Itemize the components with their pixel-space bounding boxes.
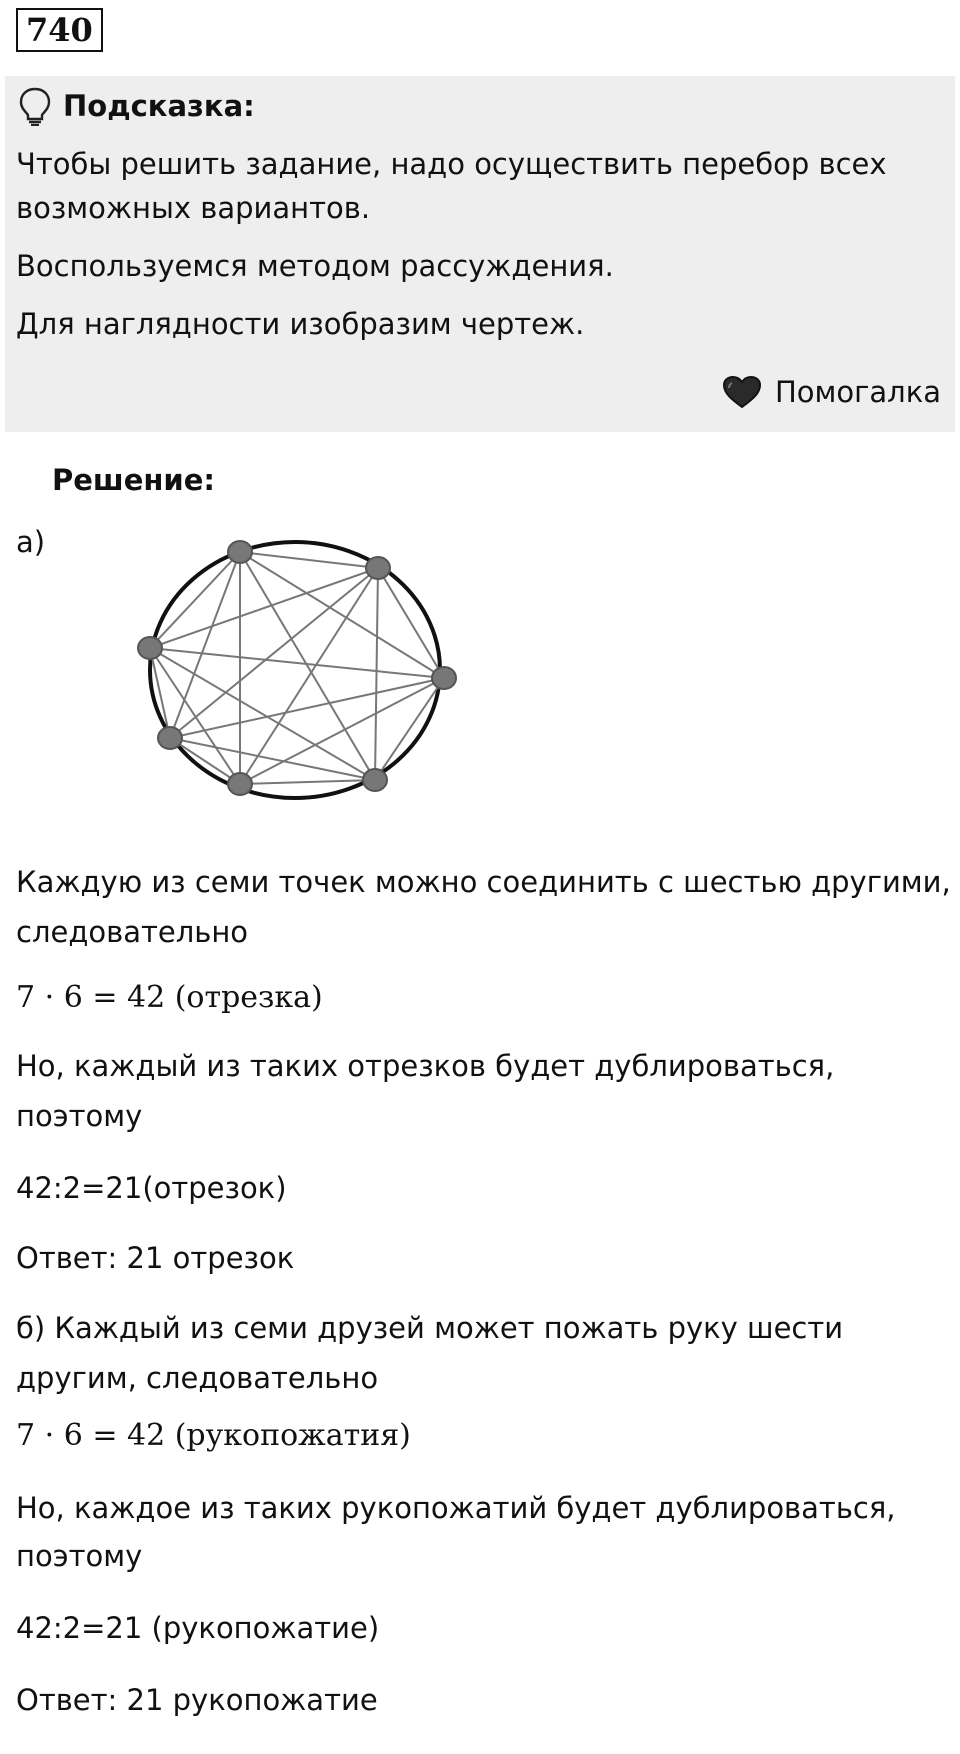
- diagram-point: [138, 637, 162, 659]
- diagram-segment: [240, 780, 375, 784]
- part-a-label: а): [16, 525, 46, 559]
- diagram-segment: [375, 568, 378, 780]
- a-line-2: следовательно: [16, 915, 249, 949]
- seven-points-diagram: [130, 530, 470, 810]
- diagram-segment: [170, 678, 444, 738]
- b-formula: 7 · 6 = 42 (рукопожатия): [16, 1418, 411, 1453]
- helper-link[interactable]: [721, 370, 941, 414]
- heart-icon: [721, 374, 763, 410]
- diagram-point: [158, 727, 182, 749]
- b-calc: 42:2=21 (рукопожатие): [16, 1611, 380, 1645]
- a-answer: Ответ: 21 отрезок: [16, 1241, 295, 1275]
- hint-line-1: Чтобы решить задание, надо осуществить перебор всех: [16, 147, 887, 181]
- diagram-point: [432, 667, 456, 689]
- lightbulb-icon: [17, 86, 53, 126]
- diagram-segment: [150, 568, 378, 648]
- diagram-circle: [150, 542, 440, 798]
- diagram-segment: [378, 568, 444, 678]
- a-line-4: поэтому: [16, 1099, 143, 1133]
- hint-line-2: возможных вариантов.: [16, 191, 371, 225]
- hint-line-3: Воспользуемся методом рассуждения.: [16, 249, 614, 283]
- a-line-1: Каждую из семи точек можно соединить с шестью другими,: [16, 865, 951, 899]
- diagram-segment: [150, 552, 240, 648]
- diagram-point: [366, 557, 390, 579]
- hint-line-4: Для наглядности изобразим чертеж.: [16, 307, 585, 341]
- b-answer: Ответ: 21 рукопожатие: [16, 1683, 378, 1717]
- b-line-4: поэтому: [16, 1539, 143, 1573]
- diagram-point: [228, 773, 252, 795]
- task-number: 740: [16, 8, 103, 52]
- b-line-2: другим, следовательно: [16, 1361, 379, 1395]
- b-line-1: б) Каждый из семи друзей может пожать руку шести: [16, 1311, 844, 1345]
- b-line-3: Но, каждое из таких рукопожатий будет дублироваться,: [16, 1491, 896, 1525]
- helper-label: Помогалка: [775, 375, 941, 409]
- diagram-point: [228, 541, 252, 563]
- a-line-3: Но, каждый из таких отрезков будет дублироваться,: [16, 1049, 835, 1083]
- hint-header: [17, 86, 255, 126]
- a-formula: 7 · 6 = 42 (отрезка): [16, 980, 323, 1015]
- diagram-segment: [240, 552, 444, 678]
- diagram-segment: [375, 678, 444, 780]
- diagram-segment: [240, 678, 444, 784]
- diagram-point: [363, 769, 387, 791]
- hint-title: Подсказка:: [63, 89, 255, 123]
- solution-title: Решение:: [52, 463, 216, 497]
- a-calc: 42:2=21(отрезок): [16, 1171, 287, 1205]
- diagram-segments: [150, 552, 444, 784]
- hint-box: [5, 76, 955, 432]
